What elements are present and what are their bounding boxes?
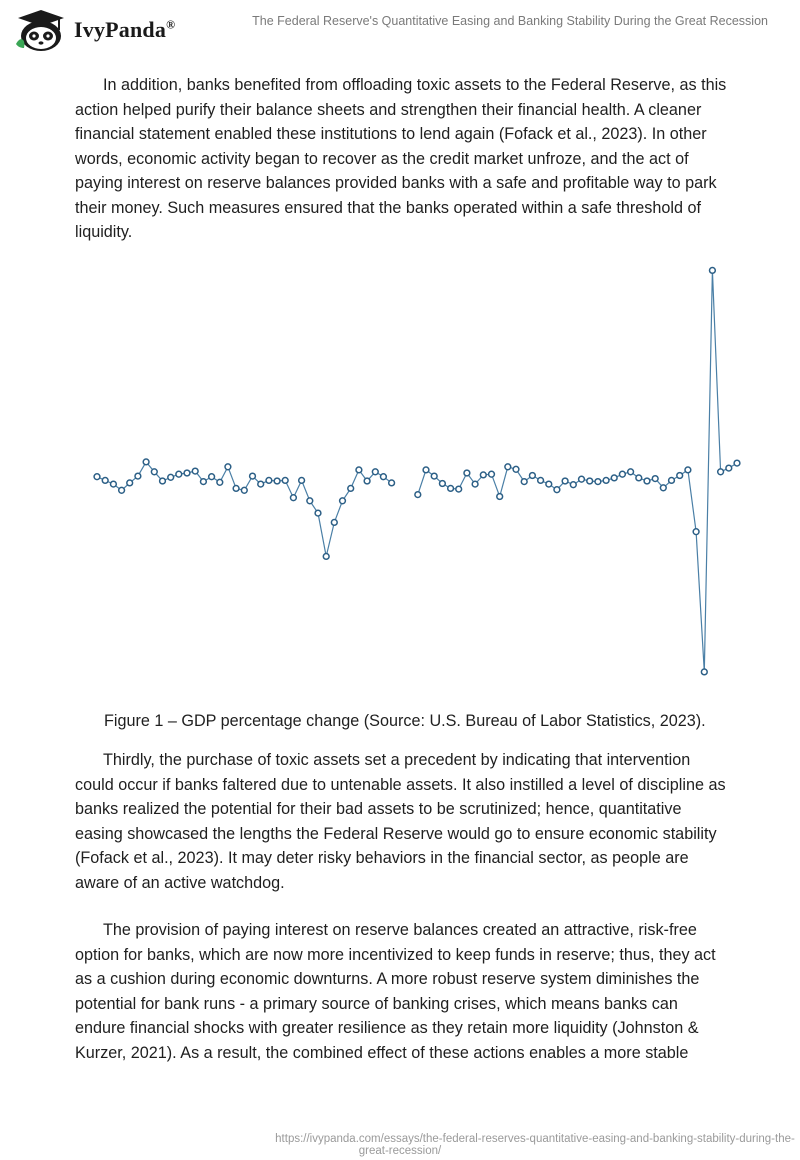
data-point [151,469,157,475]
data-point [595,479,601,485]
data-point [530,473,536,479]
data-point [143,459,149,465]
data-point [209,474,215,480]
data-point [718,469,724,475]
data-point [274,478,280,484]
ivypanda-logo[interactable] [14,8,175,52]
data-point [431,473,437,479]
data-point [440,481,446,487]
data-point [225,464,231,470]
page-footer [0,1133,800,1157]
figure-caption: Figure 1 – GDP percentage change (Source: U.S. Bureau of Labor Statistics, 2023). [104,712,706,730]
data-point [505,464,511,470]
data-point [701,669,707,675]
data-point [489,471,495,477]
data-point [233,486,239,492]
data-point [94,474,100,480]
data-point [258,481,264,487]
data-point [282,478,288,484]
data-point [652,476,658,482]
data-point [587,478,593,484]
data-point [710,268,716,274]
page-header [0,0,800,60]
data-point [497,494,503,500]
data-point [415,492,421,498]
data-point [644,478,650,484]
data-point [250,473,256,479]
data-point [448,486,454,492]
footer-url[interactable]: https://ivypanda.com/essays/the-federal-reserves-quantitative-easing-and-banking-stability-during-the-great-recession/ [275,1133,795,1157]
data-point [521,479,527,485]
data-point [456,486,462,492]
data-point [480,472,486,478]
data-point [726,465,732,471]
data-point [620,471,626,477]
data-point [611,475,617,481]
data-point [423,467,429,473]
data-point [538,478,544,484]
data-point [119,487,125,493]
data-point [291,495,297,501]
data-point [669,478,675,484]
data-point [546,481,552,487]
data-point [340,498,346,504]
data-point [685,467,691,473]
data-point [579,476,585,482]
data-point [201,479,207,485]
data-point [192,468,198,474]
data-point [372,469,378,475]
paragraph-2: Thirdly, the purchase of toxic assets set a precedent by indicating that intervention could occur if banks faltered due to untenable assets. It also instilled a level of discipline as banks realized the potential for their bad assets to be scrutinized; hence, quantitative easing showcased the lengths the Federal Reserve would go to ensure economic stability (Fofack et al., 2023). It may deter risky behaviors in the financial sector, as people are aware of an active watchdog. [75,751,726,892]
data-point [381,474,387,480]
data-point [570,482,576,488]
data-point [389,480,395,486]
data-point [315,510,321,516]
data-point [241,487,247,493]
data-point [554,487,560,493]
data-point [603,478,609,484]
data-point [168,474,174,480]
data-point [127,480,133,486]
document-title: The Federal Reserve's Quantitative Easing and Banking Stability During the Great Recession [252,14,768,28]
data-point [176,471,182,477]
data-point [628,469,634,475]
data-point [266,478,272,484]
paragraph-1: In addition, banks benefited from offloading toxic assets to the Federal Reserve, as this action helped purify their balance sheets and strengthen their financial health. A cleaner financial statement enabled these institutions to lend again (Fofack et al., 2023). In other words, economic activity began to recover as the credit market unfroze, and the act of paying interest on reserve balances provided banks with a safe and profitable way to park their money. Such measures ensured that the banks operated within a safe threshold of liquidity. [75,76,727,241]
data-point [184,470,190,476]
data-point [331,520,337,526]
data-point [562,478,568,484]
data-point [734,460,740,466]
data-point [299,478,305,484]
gdp-change-chart [80,255,750,695]
data-point [677,473,683,479]
paragraph-3: The provision of paying interest on reserve balances created an attractive, risk-free option for banks, which are now more incentivized to keep funds in reserve; thus, they act as a cushion during economic downturns. A more robust reserve system diminishes the potential for bank runs - a primary source of banking crises, which means banks can endure financial shocks with greater resilience as they retain more liquidity (Johnston & Kurzer, 2021). As a result, the combined effect of these actions enables a more stable [75,921,716,1062]
data-point [513,466,519,472]
data-point [356,467,362,473]
data-point [364,478,370,484]
data-point [472,481,478,487]
data-point [323,554,329,560]
data-point [464,470,470,476]
data-point [348,486,354,492]
data-point [160,478,166,484]
data-point [111,481,117,487]
data-point [102,478,108,484]
brand-name: IvyPanda® [74,17,176,42]
data-point [307,498,313,504]
data-point [217,479,223,485]
data-point [135,473,141,479]
data-point [693,529,699,535]
data-point [636,475,642,481]
panda-mascot-icon [14,8,68,52]
data-point [660,485,666,491]
